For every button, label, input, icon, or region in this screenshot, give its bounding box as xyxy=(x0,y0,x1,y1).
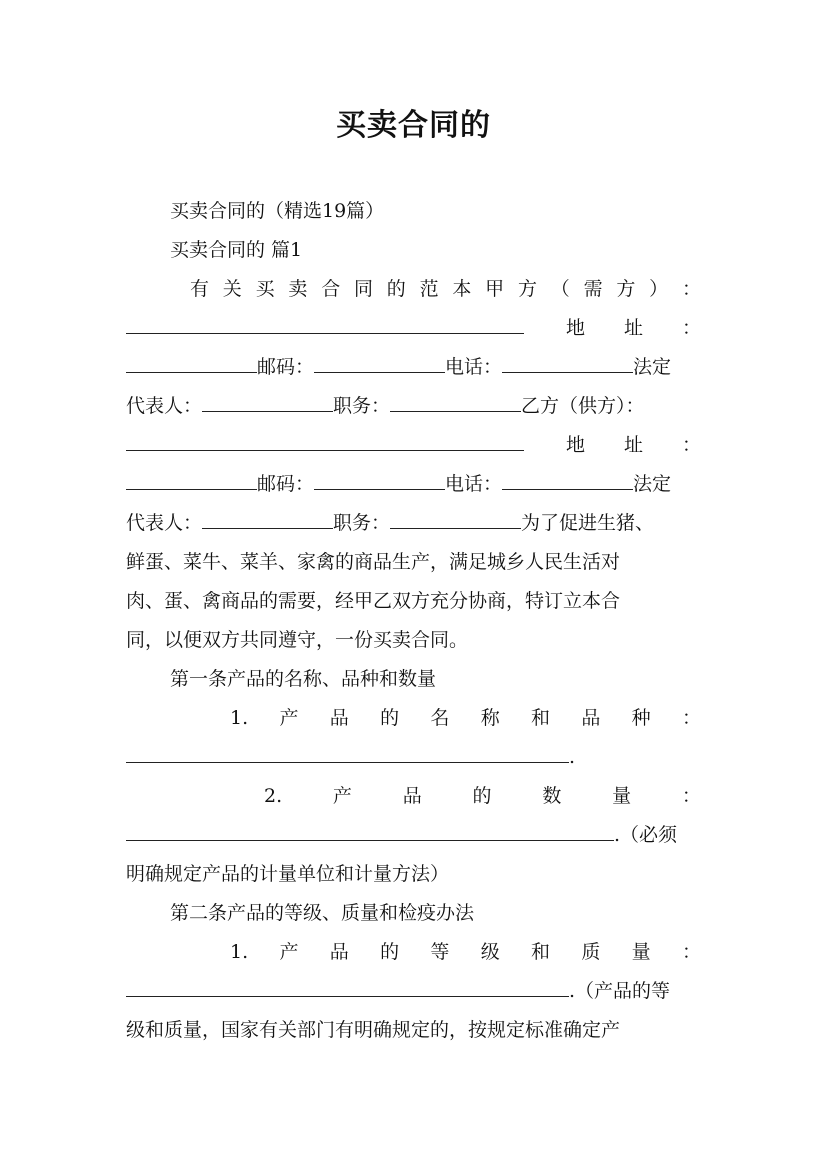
intro-char: 范 xyxy=(419,278,439,300)
paragraph-line: 鲜蛋、菜牛、菜羊、家禽的商品生产，满足城乡人民生活对 xyxy=(126,551,621,573)
section-heading-text: 买卖合同的 篇1 xyxy=(170,239,303,261)
label-char: 的 xyxy=(380,707,400,729)
form-line-party-a-rep xyxy=(126,387,701,426)
intro-char: 的 xyxy=(386,278,406,300)
label-char: 名 xyxy=(430,707,450,729)
paragraph-line: 同，以便双方共同遵守，一份买卖合同。 xyxy=(126,629,469,651)
label-char: 量 xyxy=(631,941,651,963)
label-char: 品 xyxy=(581,707,601,729)
intro-char: 有 xyxy=(190,278,210,300)
label-char: 品 xyxy=(329,707,349,729)
label-char: 的 xyxy=(472,785,492,807)
label-char: 的 xyxy=(380,941,400,963)
label-char: 产 xyxy=(332,785,352,807)
legal-rep-label-b: 代表人： xyxy=(126,395,203,417)
intro-char: 卖 xyxy=(288,278,308,300)
address-char: 地 xyxy=(566,317,586,339)
postcode-label: 邮码： xyxy=(257,356,315,378)
label-char: ： xyxy=(681,707,701,729)
position-blank[interactable] xyxy=(390,506,521,529)
grade-note-start: .（产品的等 xyxy=(569,980,671,1002)
article-2-heading-text: 第二条产品的等级、质量和检疫办法 xyxy=(170,902,475,924)
label-char: 产 xyxy=(279,941,299,963)
address-char: ： xyxy=(681,434,701,456)
label-char: 等 xyxy=(430,941,450,963)
label-char: 2. xyxy=(264,785,283,807)
intro-char: 合 xyxy=(321,278,341,300)
address-char: 地 xyxy=(566,434,586,456)
product-grade-blank[interactable] xyxy=(126,974,569,997)
label-char: 1. xyxy=(230,707,249,729)
label-char: 产 xyxy=(279,707,299,729)
party-a-name-blank[interactable] xyxy=(126,311,524,334)
intro-char: 同 xyxy=(353,278,373,300)
label-char: 和 xyxy=(531,707,551,729)
form-line-party-b-rep xyxy=(126,504,701,543)
purpose-text: 为了促进生猪、 xyxy=(521,512,655,534)
label-char: 1. xyxy=(230,941,249,963)
article-2-item-1-blank-line xyxy=(126,972,701,1011)
label-char: 称 xyxy=(480,707,500,729)
phone-label: 电话： xyxy=(445,473,503,495)
article-1-item-2 xyxy=(126,777,701,816)
phone-label: 电话： xyxy=(445,356,503,378)
label-char: 品 xyxy=(329,941,349,963)
position-label: 职务： xyxy=(333,395,391,417)
intro-char: ： xyxy=(681,278,701,300)
address-blank[interactable] xyxy=(126,467,257,490)
form-line-party-a-address xyxy=(126,309,701,348)
address-char: 址 xyxy=(623,434,643,456)
label-char: 和 xyxy=(531,941,551,963)
article-1-heading xyxy=(126,660,701,699)
party-b-name-blank[interactable] xyxy=(126,428,524,451)
address-label xyxy=(566,426,701,465)
intro-char: （ xyxy=(550,278,570,300)
address-label xyxy=(566,309,701,348)
label-char: 质 xyxy=(581,941,601,963)
article-2-item-1 xyxy=(126,933,701,972)
legal-rep-label-b: 代表人： xyxy=(126,512,203,534)
address-char: ： xyxy=(681,317,701,339)
paragraph-line: 肉、蛋、禽商品的需要，经甲乙双方充分协商，特订立本合 xyxy=(126,590,621,612)
label-char: 级 xyxy=(480,941,500,963)
legal-rep-blank[interactable] xyxy=(202,506,333,529)
product-name-blank[interactable] xyxy=(126,740,569,763)
product-quantity-blank[interactable] xyxy=(126,818,614,841)
document-title: 买卖合同的 xyxy=(336,108,491,143)
position-blank[interactable] xyxy=(390,389,521,412)
party-b-label: 乙方（供方）： xyxy=(521,395,645,417)
article-2-heading xyxy=(126,894,701,933)
article-1-item-2-blank-line xyxy=(126,816,701,855)
label-char: ： xyxy=(681,785,701,807)
document-subtitle xyxy=(126,192,701,231)
intro-char: ） xyxy=(649,278,669,300)
address-blank[interactable] xyxy=(126,350,257,373)
label-char: ： xyxy=(681,941,701,963)
phone-blank[interactable] xyxy=(502,350,633,373)
intro-char: 方 xyxy=(517,278,537,300)
legal-rep-blank[interactable] xyxy=(202,389,333,412)
period: . xyxy=(569,746,576,768)
intro-char: 甲 xyxy=(485,278,505,300)
intro-line xyxy=(126,270,701,309)
label-char: 种 xyxy=(631,707,651,729)
label-char: 量 xyxy=(612,785,632,807)
form-line-party-b-address xyxy=(126,426,701,465)
subtitle-text: 买卖合同的（精选19篇） xyxy=(170,200,385,222)
form-line-party-b-contact xyxy=(126,465,701,504)
label-char: 品 xyxy=(402,785,422,807)
phone-blank[interactable] xyxy=(502,467,633,490)
article-1-item-1-blank-line xyxy=(126,738,701,777)
legal-rep-label-a: 法定 xyxy=(633,356,672,378)
intro-char: 方 xyxy=(616,278,636,300)
form-line-party-a-contact xyxy=(126,348,701,387)
label-char: 数 xyxy=(542,785,562,807)
postcode-label: 邮码： xyxy=(257,473,315,495)
intro-char: 买 xyxy=(255,278,275,300)
quantity-note-start: .（必须 xyxy=(614,824,678,846)
legal-rep-label-a: 法定 xyxy=(633,473,672,495)
intro-char: 本 xyxy=(452,278,472,300)
section-heading xyxy=(126,231,701,270)
intro-char: 关 xyxy=(222,278,242,300)
position-label: 职务： xyxy=(333,512,391,534)
intro-char: 需 xyxy=(583,278,603,300)
article-1-item-1 xyxy=(126,699,701,738)
postcode-blank[interactable] xyxy=(314,467,445,490)
article-1-item-2-note: 明确规定产品的计量单位和计量方法） xyxy=(126,863,450,885)
article-1-heading-text: 第一条产品的名称、品种和数量 xyxy=(170,668,437,690)
article-2-item-1-note: 级和质量，国家有关部门有明确规定的，按规定标准确定产 xyxy=(126,1019,621,1041)
address-char: 址 xyxy=(623,317,643,339)
postcode-blank[interactable] xyxy=(314,350,445,373)
